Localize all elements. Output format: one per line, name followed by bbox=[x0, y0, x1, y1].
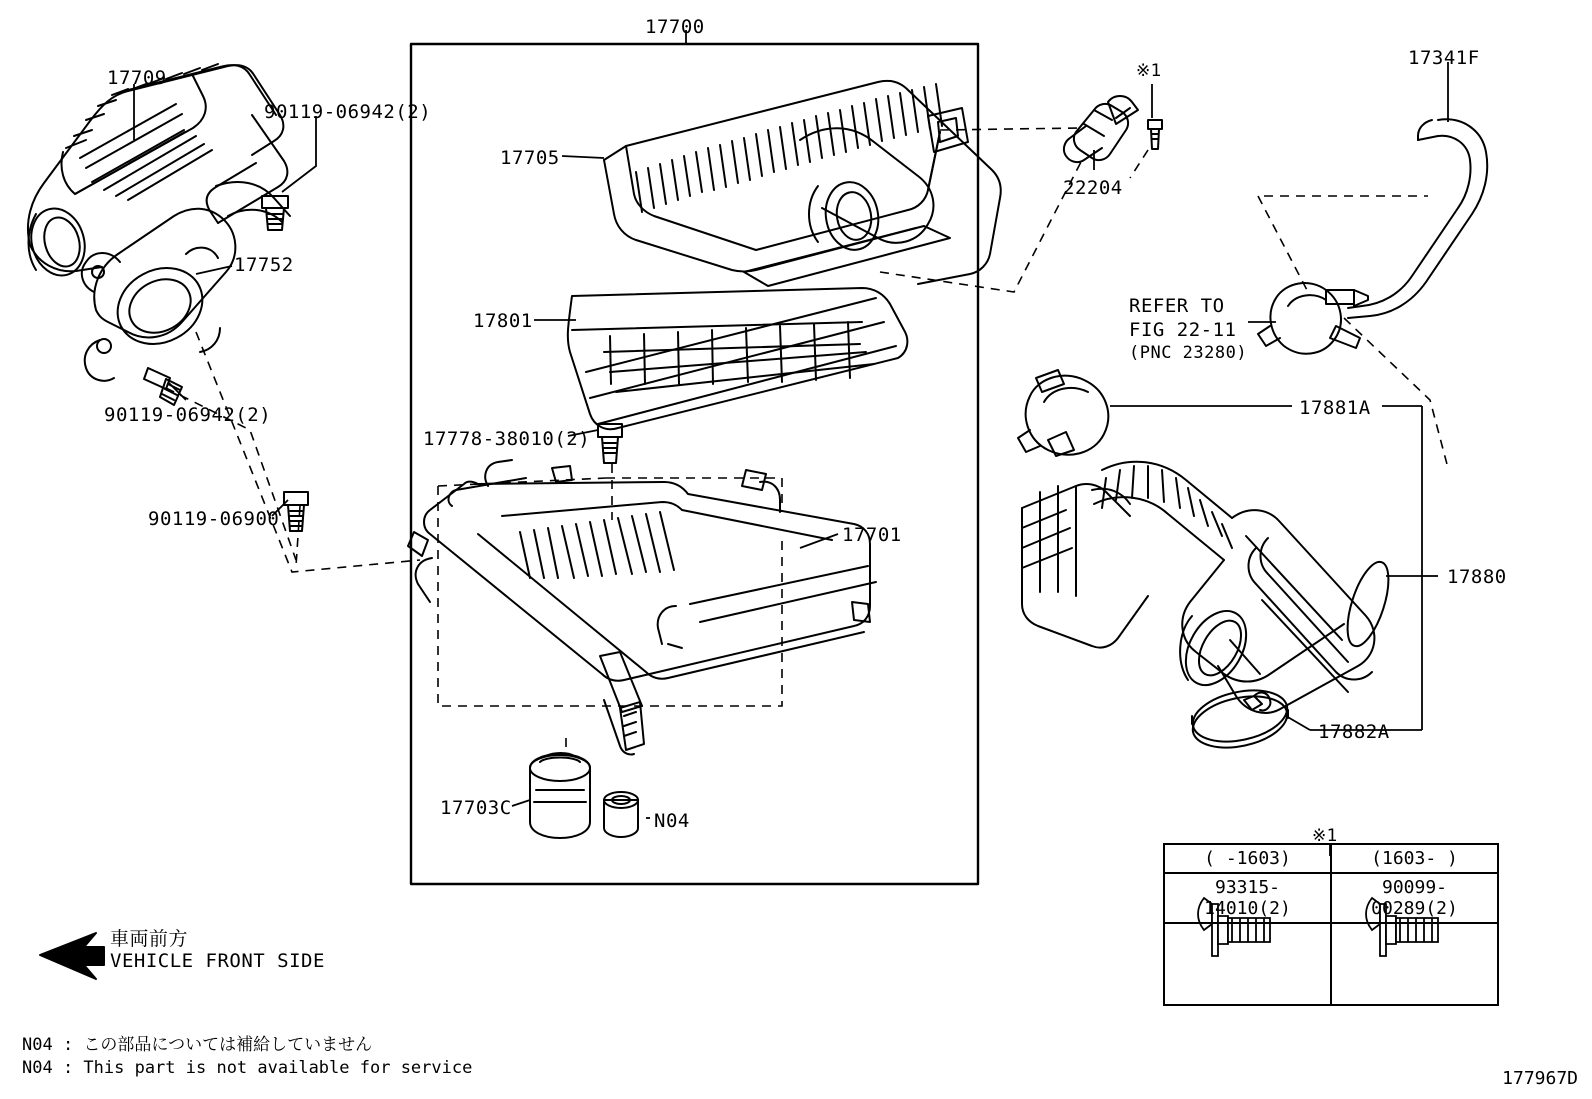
alternate-parts-table bbox=[1163, 843, 1499, 1006]
part-label-17705: 17705 bbox=[500, 147, 560, 169]
refer-to-line3: (PNC 23280) bbox=[1129, 343, 1248, 363]
part-label-17778-38010: 17778-38010(2) bbox=[423, 428, 591, 450]
part-label-90119-06900: 90119-06900 bbox=[148, 508, 280, 530]
table-image-row bbox=[1164, 923, 1498, 1005]
part-label-17881A: 17881A bbox=[1299, 397, 1371, 419]
asterisk-mark-table: ※1 bbox=[1312, 826, 1339, 846]
refer-to-line1: REFER TO bbox=[1129, 295, 1225, 317]
part-label-90119-06942-lower: 90119-06942(2) bbox=[104, 404, 272, 426]
vehicle-front-jp: 車両前方 bbox=[110, 928, 189, 950]
table-header-cell-before: ( -1603) bbox=[1164, 844, 1331, 873]
table-header-row bbox=[1164, 844, 1498, 873]
refer-to-line2: FIG 22-11 bbox=[1129, 319, 1237, 341]
asterisk-mark-top: ※1 bbox=[1136, 61, 1163, 81]
footnote-en: N04 : This part is not available for service bbox=[22, 1058, 473, 1078]
table-row bbox=[1164, 873, 1498, 923]
part-label-17703C: 17703C bbox=[440, 797, 512, 819]
diagram-code: 177967D bbox=[1502, 1068, 1578, 1089]
vehicle-front-en: VEHICLE FRONT SIDE bbox=[110, 950, 325, 972]
part-label-17700: 17700 bbox=[645, 16, 705, 38]
part-label-90119-06942-upper: 90119-06942(2) bbox=[264, 101, 432, 123]
table-cell-screw-image-left bbox=[1164, 923, 1331, 1005]
part-label-17709: 17709 bbox=[107, 67, 167, 89]
part-label-17880: 17880 bbox=[1447, 566, 1507, 588]
part-label-17752: 17752 bbox=[234, 254, 294, 276]
table-cell-screw-image-right bbox=[1331, 923, 1498, 1005]
part-label-N04: N04 bbox=[654, 810, 690, 832]
part-label-17882A: 17882A bbox=[1318, 721, 1390, 743]
footnote-jp: N04 : この部品については補給していません bbox=[22, 1035, 373, 1055]
table-cell-part-90099: 90099-00289(2) bbox=[1331, 873, 1498, 923]
part-label-17701: 17701 bbox=[842, 524, 902, 546]
part-label-17801: 17801 bbox=[473, 310, 533, 332]
table-header-cell-after: (1603- ) bbox=[1331, 844, 1498, 873]
table-cell-part-93315: 93315-14010(2) bbox=[1164, 873, 1331, 923]
part-label-17341F: 17341F bbox=[1408, 47, 1480, 69]
part-label-22204: 22204 bbox=[1063, 177, 1123, 199]
